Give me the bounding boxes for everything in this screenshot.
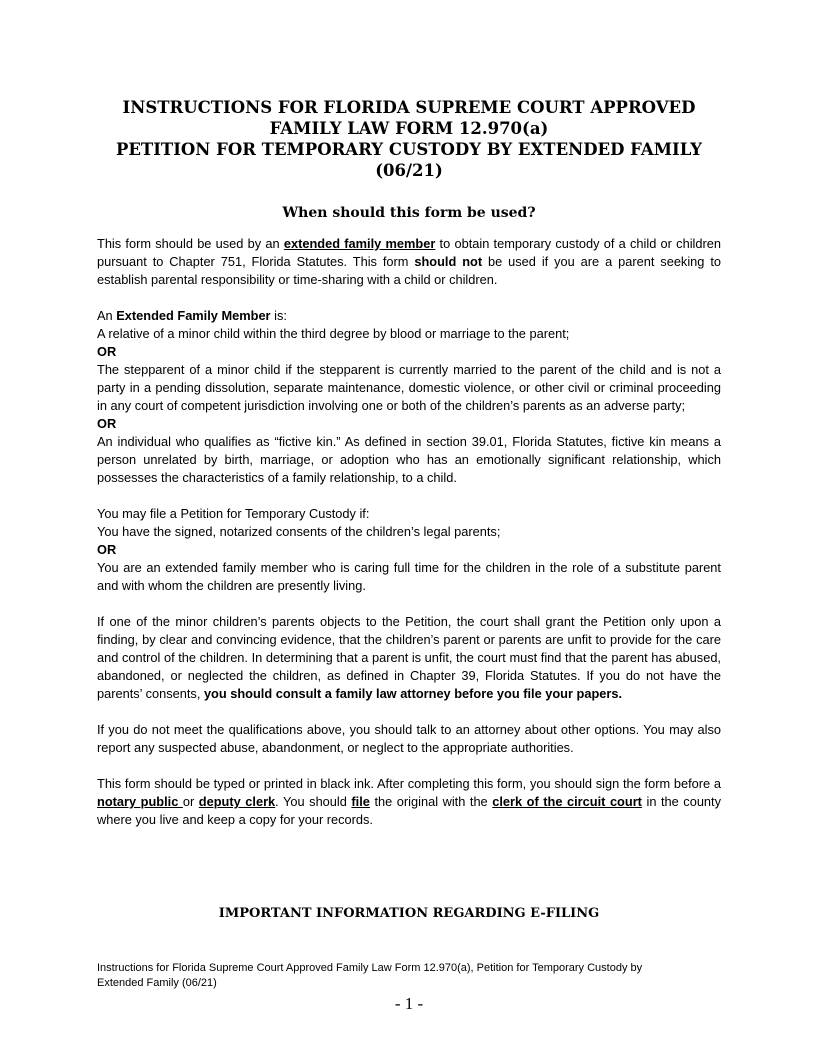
link-file[interactable]: file [351, 794, 370, 809]
text: or [182, 794, 199, 809]
footer-line-1: Instructions for Florida Supreme Court Approved Family Law Form 12.970(a), Petition for Temporary Custody by [97, 962, 643, 974]
who-may-file-intro: You may file a Petition for Temporary Custody if: [97, 506, 370, 521]
page-footer [97, 961, 721, 991]
emphasis-consult-attorney: you should consult a family law attorney before you file your papers. [203, 686, 623, 701]
section-heading-when-used: When should this form be used? [282, 205, 536, 221]
who-may-file-item-consents: You have the signed, notarized consents of the children’s legal parents; [97, 524, 501, 539]
term-extended-family-member: Extended Family Member [116, 308, 271, 323]
text: is: [270, 308, 287, 323]
paragraph-other-options: If you do not meet the qualifications above, you should talk to an attorney about other options. You may also report any suspected abuse, abandonment, or neglect to the appropriate authorities. [97, 722, 721, 755]
definition-item-fictive-kin: An individual who qualifies as “fictive kin.” As defined in section 39.01, Florida Statutes, fictive kin means a person unrelated by birth, marriage, or adoption who has an emotionally significant relationship, which possesses the characteristics of a family relationship, to a child. [97, 434, 721, 485]
link-deputy-clerk[interactable]: deputy clerk [198, 794, 276, 809]
paragraph-purpose [97, 235, 721, 289]
text: to obtain temporary custody of a child or children pursuant to Chapter 751, Florida Statutes. This form [97, 236, 721, 269]
or-separator: OR [97, 344, 117, 359]
title-line-1: INSTRUCTIONS FOR FLORIDA SUPREME COURT APPROVED [122, 98, 696, 117]
definition-item-stepparent: The stepparent of a minor child if the stepparent is currently married to the parent of the child and is not a party in a pending dissolution, separate maintenance, domestic violence, or other civil or criminal proceeding in any court of competent jurisdiction involving one or both of the children’s parents as an adverse party; [97, 362, 721, 413]
text: the original with the [369, 794, 493, 809]
who-may-file-item-caregiver: You are an extended family member who is caring full time for the children in the role of a substitute parent and with whom the children are presently living. [97, 560, 721, 593]
paragraph-who-may-file [97, 505, 721, 595]
link-notary-public[interactable]: notary public [97, 794, 183, 809]
paragraph-parent-objection [97, 613, 721, 703]
emphasis-should-not: should not [414, 254, 483, 269]
definition-intro [97, 307, 721, 325]
title-line-3: PETITION FOR TEMPORARY CUSTODY BY EXTENDED FAMILY [115, 140, 703, 159]
text: This form should be used by an [97, 236, 284, 251]
page-number: - 1 - [394, 994, 424, 1013]
section-heading-e-filing: IMPORTANT INFORMATION REGARDING E-FILING [218, 906, 600, 921]
link-extended-family-member[interactable]: extended family member [283, 236, 436, 251]
document-title [97, 97, 721, 181]
paragraph-extended-family-definition [97, 307, 721, 487]
text: . You should [275, 794, 352, 809]
text: An [97, 308, 117, 323]
definition-item-relative: A relative of a minor child within the third degree by blood or marriage to the parent; [97, 326, 570, 341]
paragraph-filing-instructions [97, 775, 721, 829]
or-separator: OR [97, 542, 117, 557]
title-line-2: FAMILY LAW FORM 12.970(a) [269, 119, 549, 138]
text: If one of the minor children’s parents objects to the Petition, the court shall grant the Petition only upon a finding, by clear and convincing evidence, that the children’s parent or parents are unfit to provide for the care and control of the children. In determining that a parent is unfit, the court must find that the parent has abused, abandoned, or neglected the children, as defined in Chapter 39, Florida Statutes. If you do not have the parents’ consents, [97, 614, 721, 701]
footer-line-2: Extended Family (06/21) [97, 977, 217, 989]
text: in the county where you live and keep a copy for your records. [97, 794, 722, 827]
title-line-4: (06/21) [375, 161, 443, 180]
text: This form should be typed or printed in black ink. After completing this form, you should sign the form before a [97, 776, 721, 791]
document-body [97, 235, 721, 847]
text: be used if you are a parent seeking to establish parental responsibility or time-sharing with a child or children. [97, 254, 721, 287]
link-clerk-of-circuit-court[interactable]: clerk of the circuit court [492, 794, 642, 809]
or-separator: OR [97, 416, 117, 431]
